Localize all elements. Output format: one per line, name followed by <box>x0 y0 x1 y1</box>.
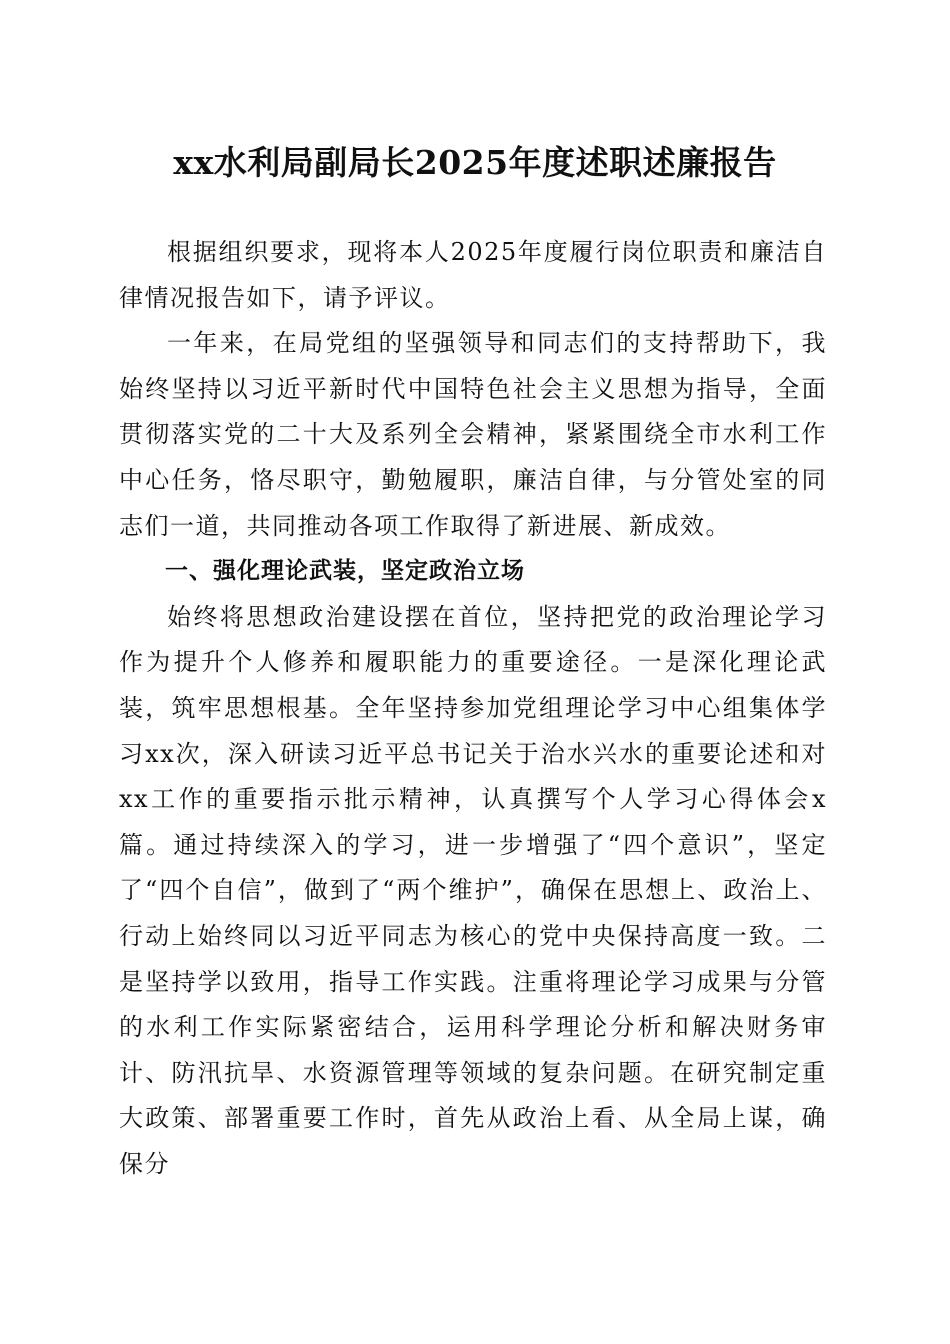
section-paragraph: 始终将思想政治建设摆在首位，坚持把党的政治理论学习作为提升个人修养和履职能力的重要途径。一是深化理论武装，筑牢思想根基。全年坚持参加党组理论学习中心组集体学习xx次，深入研读习近平总书记关于治水兴水的重要论述和对xx工作的重要指示批示精神，认真撰写个人学习心得体会x篇。通过持续深入的学习，进一步增强了“四个意识”，坚定了“四个自信”，做到了“两个维护”，确保在思想上、政治上、行动上始终同以习近平同志为核心的党中央保持高度一致。二是坚持学以致用，指导工作实践。注重将理论学习成果与分管的水利工作实际紧密结合，运用科学理论分析和解决财务审计、防汛抗旱、水资源管理等领域的复杂问题。在研究制定重大政策、部署重要工作时，首先从政治上看、从全局上谋，确保分 <box>119 602 827 1178</box>
document-title: xx水利局副局长2025年度述职述廉报告 <box>173 143 777 182</box>
intro-paragraph: 根据组织要求，现将本人2025年度履行岗位职责和廉洁自律情况报告如下，请予评议。 <box>119 238 827 312</box>
document-body <box>119 230 827 1187</box>
section-heading: 一、强化理论武装，坚定政治立场 <box>165 558 525 585</box>
summary-paragraph: 一年来，在局党组的坚强领导和同志们的支持帮助下，我始终坚持以习近平新时代中国特色社会主义思想为指导，全面贯彻落实党的二十大及系列全会精神，紧紧围绕全市水利工作中心任务，恪尽职守，勤勉履职，廉洁自律，与分管处室的同志们一道，共同推动各项工作取得了新进展、新成效。 <box>119 329 827 540</box>
